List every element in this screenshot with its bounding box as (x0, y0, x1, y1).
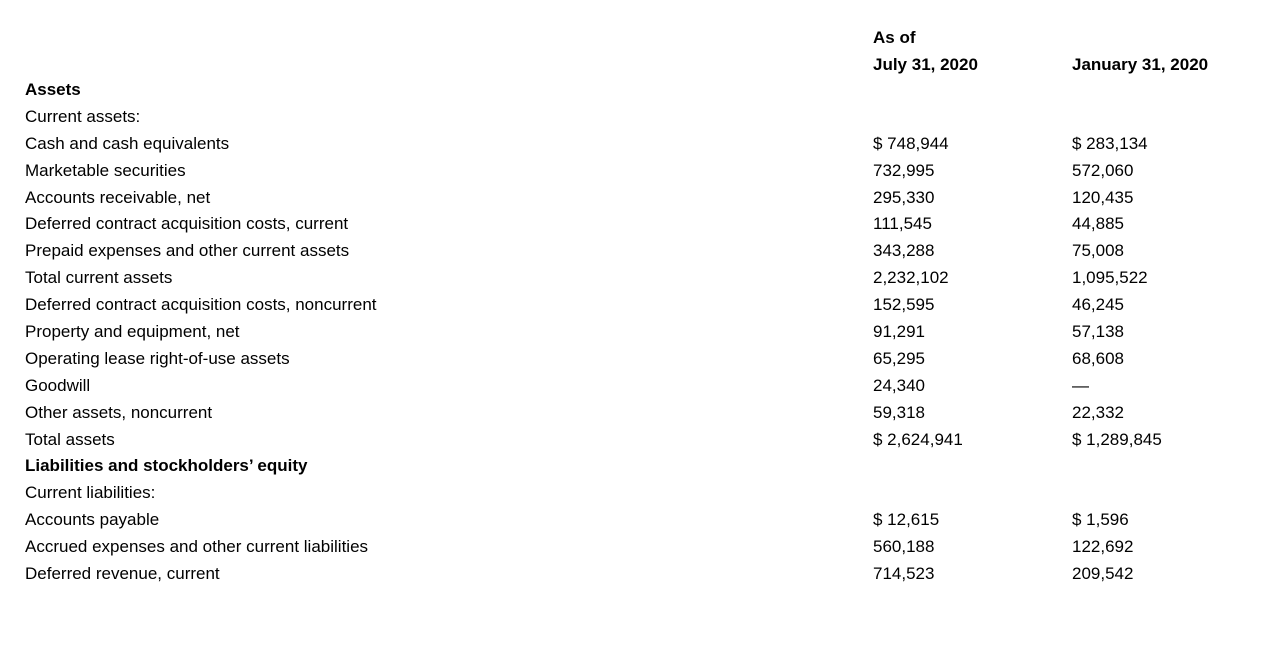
balance-sheet-table (0, 77, 1284, 588)
value-january-2020: $ 283,134 (1072, 133, 1148, 153)
value-july-2020: 24,340 (873, 375, 925, 395)
table-row (0, 319, 1284, 346)
section-heading: Liabilities and stockholders’ equity (25, 456, 308, 476)
table-row (0, 238, 1284, 265)
table-row (0, 185, 1284, 212)
table-row (0, 400, 1284, 427)
value-january-2020: 44,885 (1072, 214, 1124, 234)
row-label: Marketable securities (25, 160, 186, 180)
value-july-2020: 65,295 (873, 348, 925, 368)
table-row (0, 534, 1284, 561)
table-row (0, 373, 1284, 400)
value-january-2020: 46,245 (1072, 295, 1124, 315)
row-label: Prepaid expenses and other current assets (25, 241, 350, 261)
value-january-2020: 75,008 (1072, 241, 1124, 261)
value-january-2020: $ 1,289,845 (1072, 429, 1162, 449)
row-label: Deferred contract acquisition costs, current (25, 214, 349, 234)
table-row (0, 104, 1284, 131)
column-header-july-2020: July 31, 2020 (873, 55, 978, 74)
row-label: Property and equipment, net (25, 322, 240, 342)
row-label: Current liabilities: (25, 483, 156, 503)
table-header (0, 0, 1284, 80)
value-july-2020: $ 12,615 (873, 510, 940, 530)
row-label: Deferred revenue, current (25, 564, 220, 584)
table-row (0, 158, 1284, 185)
row-label: Goodwill (25, 375, 91, 395)
column-header-as-of: As of (873, 28, 916, 47)
value-january-2020: 22,332 (1072, 402, 1124, 422)
value-july-2020: $ 748,944 (873, 133, 949, 153)
value-january-2020: $ 1,596 (1072, 510, 1129, 530)
section-heading: Assets (25, 80, 81, 99)
value-july-2020: 714,523 (873, 564, 935, 584)
table-row (0, 211, 1284, 238)
table-row (0, 507, 1284, 534)
value-january-2020: 122,692 (1072, 537, 1134, 557)
row-label: Total current assets (25, 268, 173, 288)
value-july-2020: 111,545 (873, 214, 932, 234)
table-row (0, 265, 1284, 292)
value-july-2020: 59,318 (873, 402, 925, 422)
value-july-2020: 295,330 (873, 187, 935, 207)
value-july-2020: 343,288 (873, 241, 935, 261)
value-july-2020: $ 2,624,941 (873, 429, 963, 449)
table-row (0, 480, 1284, 507)
value-july-2020: 152,595 (873, 295, 935, 315)
value-january-2020: 120,435 (1072, 187, 1134, 207)
table-row (0, 453, 1284, 480)
value-january-2020: — (1072, 375, 1089, 395)
table-row (0, 346, 1284, 373)
row-label: Accrued expenses and other current liabilities (25, 537, 369, 557)
row-label: Operating lease right-of-use assets (25, 348, 290, 368)
row-label: Total assets (25, 429, 115, 449)
column-header-january-2020: January 31, 2020 (1072, 55, 1209, 74)
value-july-2020: 91,291 (873, 322, 925, 342)
value-january-2020: 57,138 (1072, 322, 1124, 342)
value-july-2020: 560,188 (873, 537, 935, 557)
table-row (0, 427, 1284, 454)
row-label: Other assets, noncurrent (25, 402, 213, 422)
table-row (0, 561, 1284, 588)
table-row (0, 292, 1284, 319)
table-row (0, 131, 1284, 158)
row-label: Deferred contract acquisition costs, noncurrent (25, 295, 377, 315)
row-label: Current assets: (25, 106, 141, 126)
value-july-2020: 732,995 (873, 160, 935, 180)
value-january-2020: 68,608 (1072, 348, 1124, 368)
row-label: Accounts payable (25, 510, 160, 530)
row-label: Accounts receivable, net (25, 187, 211, 207)
row-label: Cash and cash equivalents (25, 133, 230, 153)
value-january-2020: 572,060 (1072, 160, 1134, 180)
value-january-2020: 209,542 (1072, 564, 1134, 584)
value-january-2020: 1,095,522 (1072, 268, 1148, 288)
value-july-2020: 2,232,102 (873, 268, 949, 288)
table-row (0, 77, 1284, 104)
